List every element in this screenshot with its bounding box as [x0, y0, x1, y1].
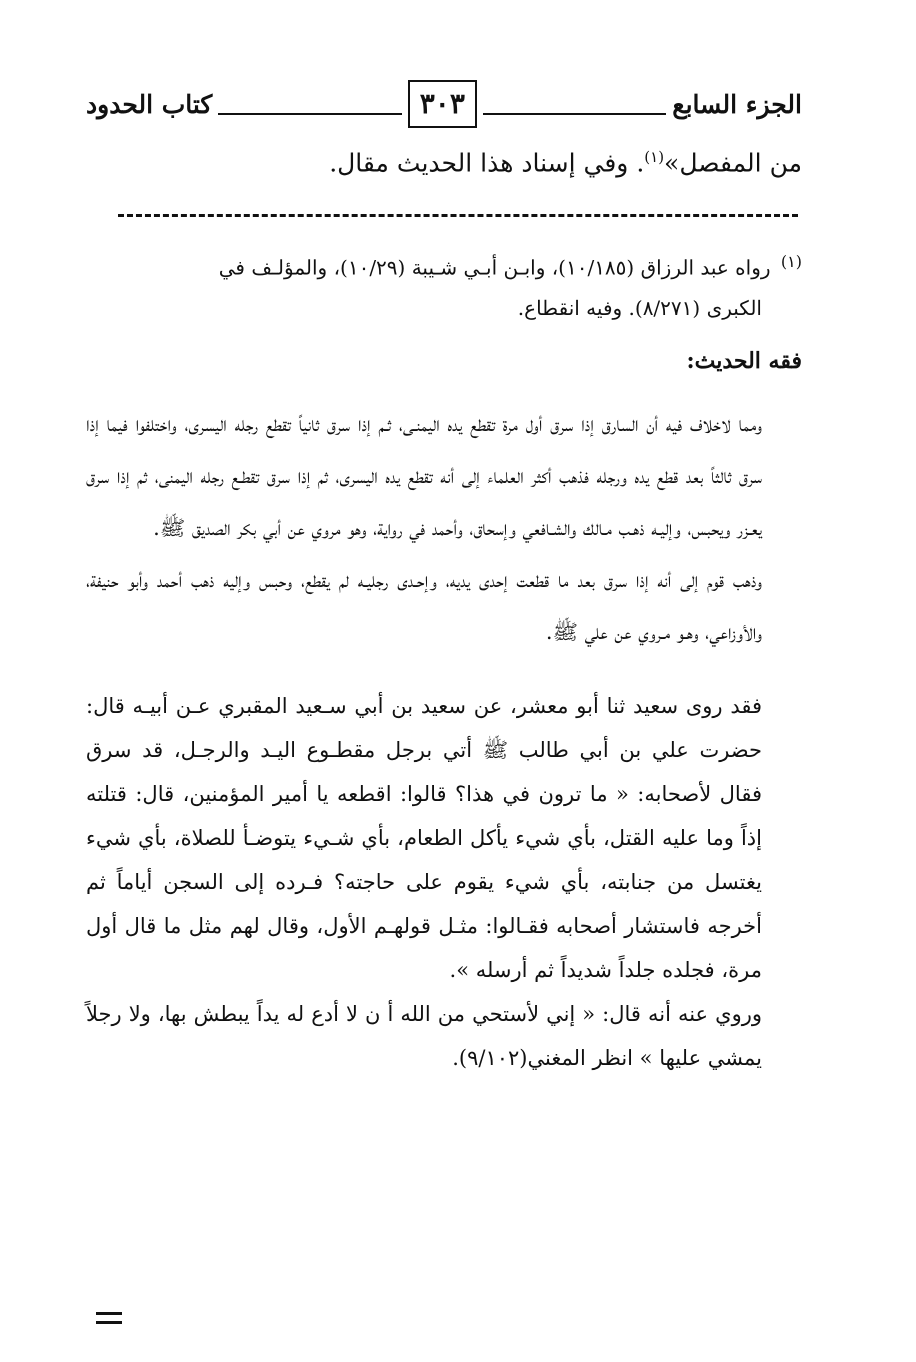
paragraph: ومما لاخلاف فيه أن السارق إذا سرق أول مرة تقطع يده اليمنـى، ثـم إذا سرق ثانياً تقطع رجله اليسرى، واختلفوا فيما إذا سرق ثالثاً بعد قطع يده ورجله فذهب أكثر العلماء إلى أنه تقطع يده اليسرى، ثم إذا سرق تقطـع رجله اليمنى، ثم إذا سرق يعـزر ويحبس، وإليـه ذهـب مـالك والشـافعي وإسحاق، وأحمد في رواية، وهو مروي عن أبي بكر الصديق ﷺ. — [86, 412, 762, 540]
section-heading: فقه الحديث: — [686, 348, 802, 374]
paragraph: وذهب قوم إلى أنه إذا سرق بعد ما قطعت إحدى يديه، وإحـدى رجليـه لم يقطع، وحبس وإليه ذهب أحمد وأبو حنيفة، والأوزاعي، وهـو مـروي عن علي ﷺ. — [86, 568, 762, 644]
footnote-line-1: رواه عبد الرزاق (١٠/١٨٥)، وابـن أبـي شـيبة (١٠/٢٩)، والمؤلـف في — [218, 255, 771, 280]
paragraph: فقد روى سعيد ثنا أبو معشر، عن سعيد بن أبي سـعيد المقبري عـن أبيـه قال: حضرت علي بن أبي طالب ﷺ أتي برجل مقطـوع اليـد والرجـل، قد سرق فقال لأصحابه: « ما ترون في هذا؟ قالوا: اقطعه يا أمير المؤمنين، قال: قتلته إذاً وما عليه القتل، بأي شيء يأكل الطعام، بأي شـيء يتوضـأ للصلاة، بأي شيء يغتسل من جنابته، بأي شيء يقوم على حاجته؟ فـرده إلى السجن أياماً ثم أخرجه فاستشار أصحابه فقـالوا: مثـل قولهـم الأول، وقال لهم مثل ما قال أول مرة، فجلده جلداً شديداً ثم أرسله ». — [86, 694, 762, 982]
header-book-title: كتاب الحدود — [85, 89, 213, 119]
page-header — [86, 78, 802, 130]
footnote-ref: (١) — [644, 148, 665, 166]
footnote-number: (١) — [780, 252, 802, 271]
header-rule-right — [483, 113, 666, 115]
header-volume: الجزء السابع — [672, 89, 802, 119]
footnote-line-2: الكبرى (٨/٢٧١). وفيه انقطاع. — [517, 295, 762, 320]
continuation-line — [102, 148, 802, 177]
footnote-separator — [118, 214, 798, 217]
narration-block — [86, 684, 762, 1080]
header-rule-left — [218, 113, 401, 115]
end-mark — [96, 1312, 122, 1324]
continuation-tail: . وفي إسناد هذا الحديث مقال. — [329, 148, 645, 178]
page-number: ٣٠٣ — [408, 80, 477, 128]
footnote — [92, 242, 802, 328]
continuation-text: من المفصل» — [664, 148, 802, 178]
main-text — [86, 398, 762, 1080]
paragraph: وروي عنه أنه قال: « إني لأستحي من الله أ ن لا أدع له يداً يبطش بها، ولا رجلاً يمشي عليها » انظر المغني(٩/١٠٢). — [86, 1002, 762, 1070]
